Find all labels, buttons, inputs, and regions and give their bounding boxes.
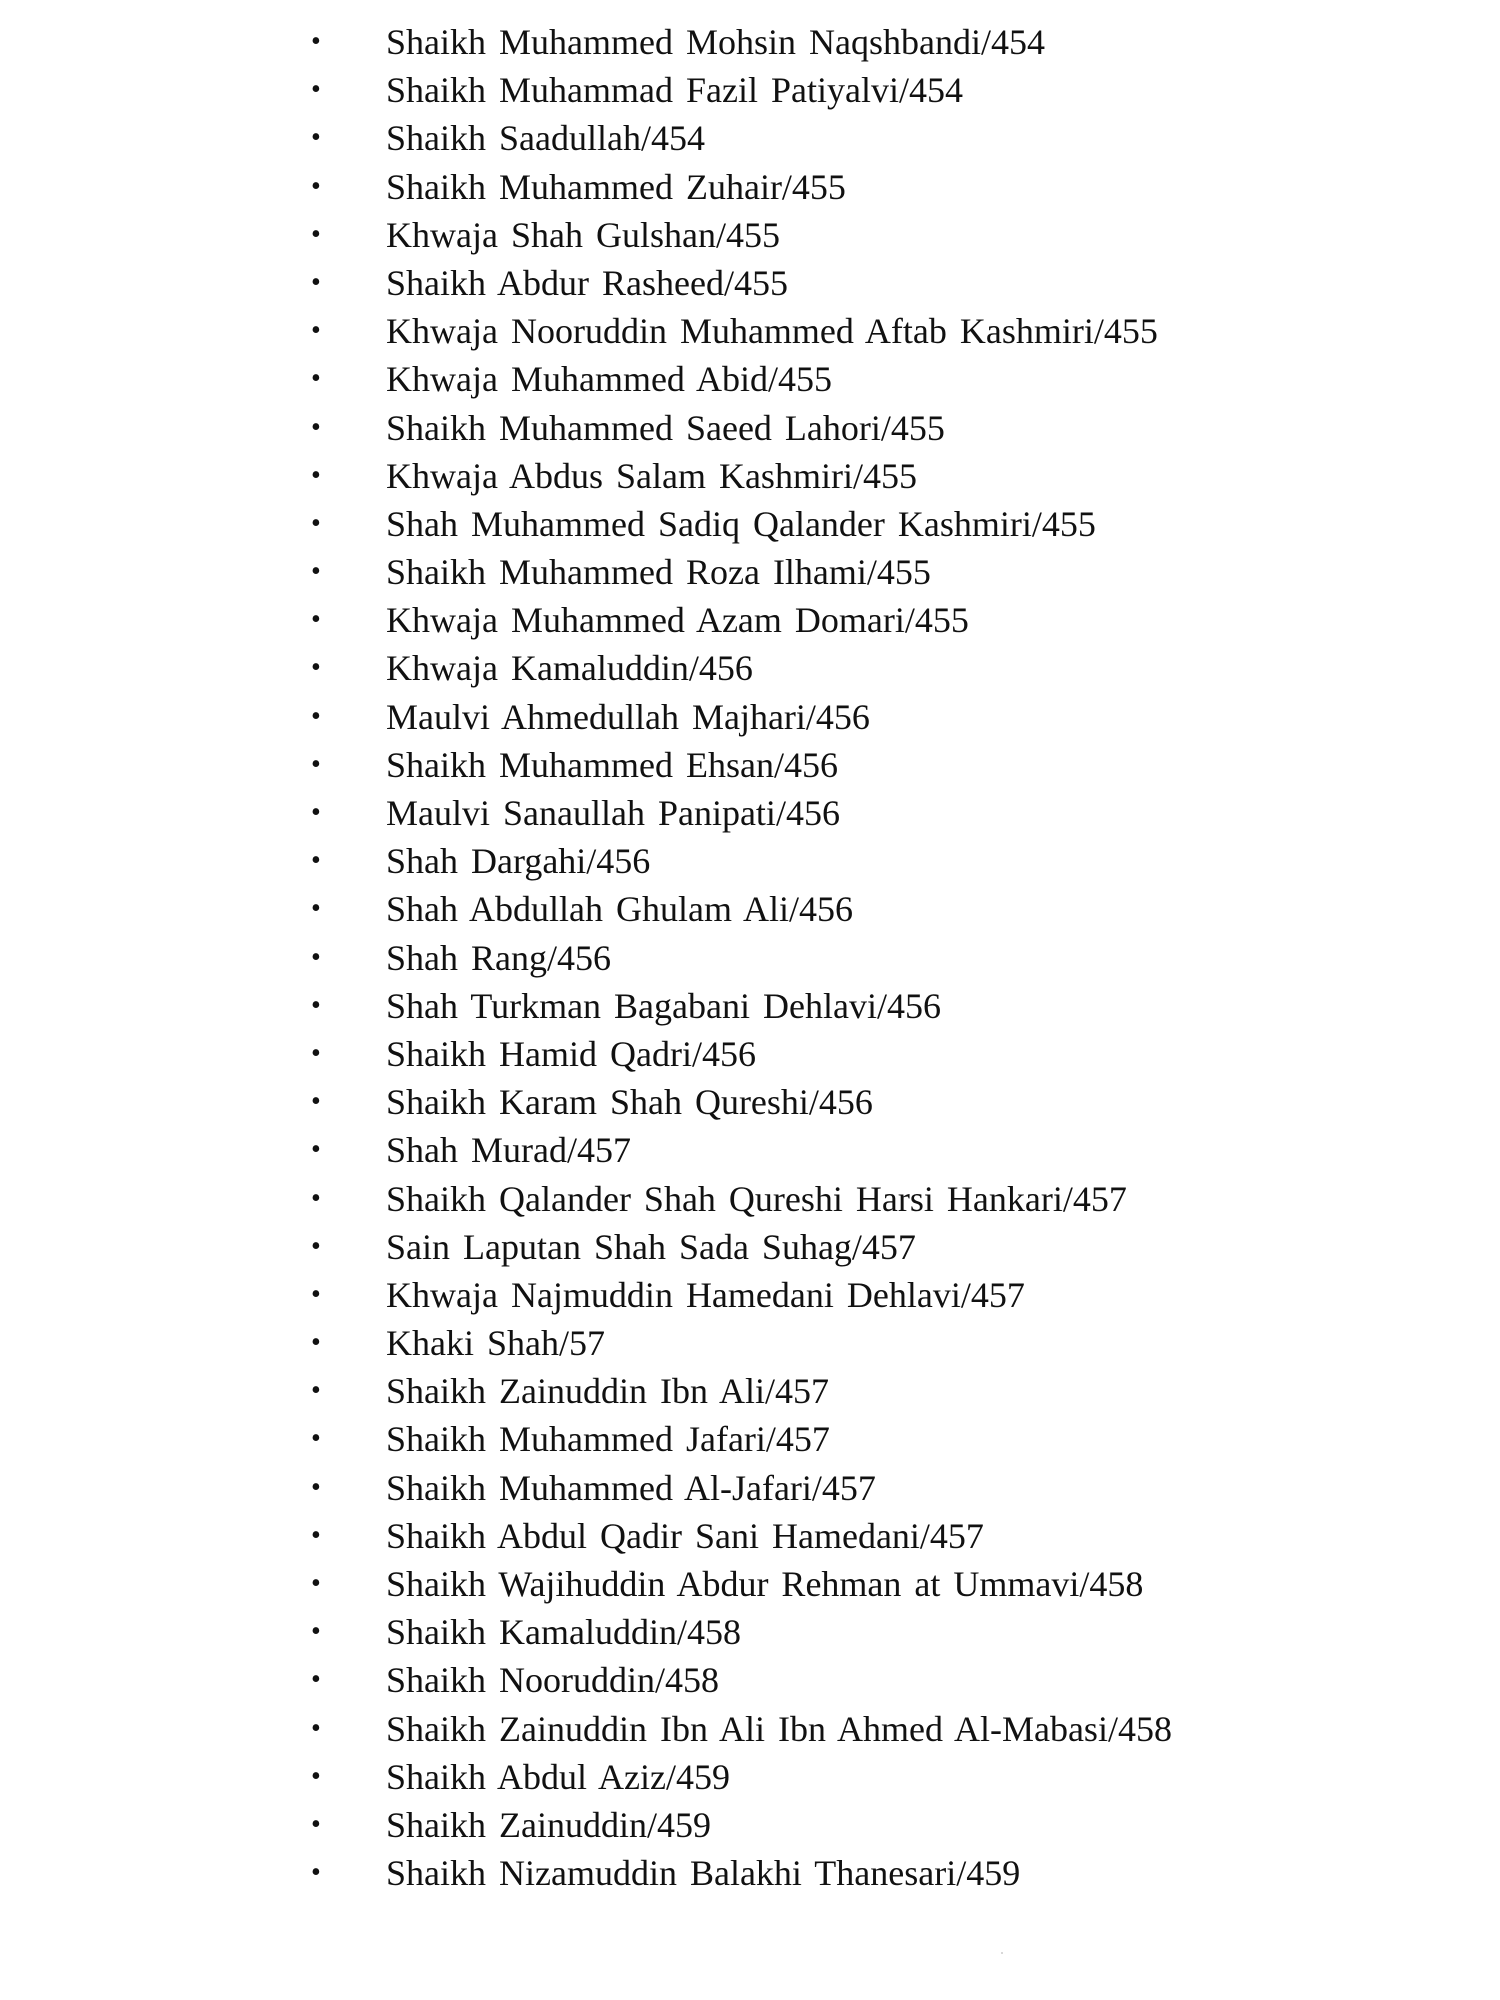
entry-text: Khwaja Muhammed Abid/455 xyxy=(386,359,832,400)
list-item xyxy=(300,114,1450,162)
entry-text: Maulvi Sanaullah Panipati/456 xyxy=(386,793,840,833)
bullet-icon: • xyxy=(311,218,321,250)
bullet-icon: • xyxy=(311,170,321,202)
list-item xyxy=(300,404,1450,452)
bullet-icon: • xyxy=(311,1182,321,1214)
entry-text: Shaikh Kamaluddin/458 xyxy=(386,1612,741,1653)
entry-text: Shaikh Saadullah/454 xyxy=(386,118,705,159)
bullet-icon: • xyxy=(311,556,321,588)
list-item xyxy=(300,1801,1450,1849)
list-item xyxy=(300,1175,1450,1223)
entry-text: Shaikh Zainuddin/459 xyxy=(386,1804,711,1845)
entry-text: Shaikh Muhammad Fazil Patiyalvi/454 xyxy=(386,70,963,111)
bullet-icon: • xyxy=(311,1230,321,1262)
list-item xyxy=(300,1849,1450,1897)
list-item xyxy=(300,693,1450,741)
bullet-icon: • xyxy=(311,1519,321,1551)
entry-text: Shaikh Muhammed Saeed Lahori/455 xyxy=(386,407,945,448)
bullet-icon: • xyxy=(311,1423,321,1455)
list-item xyxy=(300,163,1450,211)
bullet-icon: • xyxy=(311,122,321,154)
entry-text: Khwaja Kamaluddin/456 xyxy=(386,648,753,689)
entry-text: Shaikh Hamid Qadri/456 xyxy=(386,1033,756,1074)
list-item xyxy=(300,452,1450,500)
entry-text: Shah Rang/456 xyxy=(386,937,611,978)
bullet-icon: • xyxy=(311,1471,321,1503)
bullet-icon: • xyxy=(311,1712,321,1744)
entry-text: Khwaja Najmuddin Hamedani Dehlavi/457 xyxy=(386,1274,1025,1315)
list-item xyxy=(300,885,1450,933)
entry-text: Shaikh Muhammed Al-Jafari/457 xyxy=(386,1467,876,1508)
bullet-icon: • xyxy=(311,459,321,491)
list-item xyxy=(300,307,1450,355)
list-item xyxy=(300,741,1450,789)
entry-text: Shaikh Muhammed Roza Ilhami/455 xyxy=(386,552,931,593)
entry-list xyxy=(300,18,1450,1897)
bullet-icon: • xyxy=(311,748,321,780)
list-item xyxy=(300,1271,1450,1319)
bullet-icon: • xyxy=(311,507,321,539)
bullet-icon: • xyxy=(311,1375,321,1407)
bullet-icon: • xyxy=(311,74,321,106)
list-item xyxy=(300,1126,1450,1174)
bullet-icon: • xyxy=(311,1664,321,1696)
list-item xyxy=(300,1367,1450,1415)
scan-speck xyxy=(1001,1952,1003,1954)
list-item xyxy=(300,837,1450,885)
entry-text: Shaikh Muhammed Jafari/457 xyxy=(386,1419,830,1460)
list-item xyxy=(300,18,1450,66)
list-item xyxy=(300,211,1450,259)
entry-text: Khwaja Muhammed Azam Domari/455 xyxy=(386,600,969,641)
entry-text: Shaikh Muhammed Mohsin Naqshbandi/454 xyxy=(386,22,1045,62)
entry-text: Shaikh Zainuddin Ibn Ali/457 xyxy=(386,1371,829,1412)
bullet-icon: • xyxy=(311,604,321,636)
entry-text: Shah Muhammed Sadiq Qalander Kashmiri/455 xyxy=(386,503,1096,544)
bullet-icon: • xyxy=(311,1568,321,1599)
bullet-icon: • xyxy=(311,1760,321,1792)
list-item xyxy=(300,66,1450,114)
entry-text: Shah Murad/457 xyxy=(386,1130,631,1171)
bullet-icon: • xyxy=(311,1037,321,1069)
bullet-icon: • xyxy=(311,1857,321,1889)
bullet-icon: • xyxy=(311,266,321,298)
bullet-icon: • xyxy=(311,989,321,1021)
bullet-icon: • xyxy=(311,797,321,828)
entry-text: Shaikh Abdur Rasheed/455 xyxy=(386,262,788,303)
bullet-icon: • xyxy=(311,1134,321,1166)
list-item xyxy=(300,1319,1450,1367)
list-item xyxy=(300,259,1450,307)
entry-text: Shah Dargahi/456 xyxy=(386,841,651,882)
list-item xyxy=(300,644,1450,692)
list-item xyxy=(300,548,1450,596)
entry-text: Khwaja Nooruddin Muhammed Aftab Kashmiri/455 xyxy=(386,311,1158,352)
bullet-icon: • xyxy=(311,1086,321,1118)
list-item xyxy=(300,1560,1450,1608)
bullet-icon: • xyxy=(311,893,321,925)
bullet-icon: • xyxy=(311,411,321,443)
list-item xyxy=(300,500,1450,548)
entry-text: Shaikh Zainuddin Ibn Ali Ibn Ahmed Al-Mabasi/458 xyxy=(386,1708,1172,1749)
bullet-icon: • xyxy=(311,315,321,347)
bullet-icon: • xyxy=(311,363,321,395)
entry-text: Sain Laputan Shah Sada Suhag/457 xyxy=(386,1226,916,1267)
bullet-icon: • xyxy=(311,1808,321,1840)
entry-text: Shah Turkman Bagabani Dehlavi/456 xyxy=(386,985,941,1026)
list-item xyxy=(300,355,1450,403)
entry-text: Shaikh Abdul Qadir Sani Hamedani/457 xyxy=(386,1515,984,1556)
bullet-icon: • xyxy=(311,700,321,732)
bullet-icon: • xyxy=(311,1327,321,1359)
entry-text: Khwaja Shah Gulshan/455 xyxy=(386,214,780,255)
entry-text: Shaikh Qalander Shah Qureshi Harsi Hankari/457 xyxy=(386,1178,1127,1219)
entry-text: Maulvi Ahmedullah Majhari/456 xyxy=(386,696,870,737)
entry-text: Shaikh Karam Shah Qureshi/456 xyxy=(386,1082,873,1123)
entry-text: Khaki Shah/57 xyxy=(386,1323,605,1364)
list-item xyxy=(300,934,1450,982)
list-item xyxy=(300,789,1450,837)
entry-text: Shaikh Abdul Aziz/459 xyxy=(386,1756,730,1797)
list-item xyxy=(300,1705,1450,1753)
entry-text: Shaikh Muhammed Zuhair/455 xyxy=(386,166,846,207)
list-item xyxy=(300,1223,1450,1271)
entry-text: Shaikh Muhammed Ehsan/456 xyxy=(386,744,838,785)
list-item xyxy=(300,1415,1450,1463)
entry-text: Shaikh Wajihuddin Abdur Rehman at Ummavi/458 xyxy=(386,1564,1144,1604)
bullet-icon: • xyxy=(311,1278,321,1310)
list-item xyxy=(300,1464,1450,1512)
bullet-icon: • xyxy=(311,652,321,684)
bullet-icon: • xyxy=(311,26,321,57)
list-item xyxy=(300,1030,1450,1078)
bullet-icon: • xyxy=(311,941,321,973)
list-item xyxy=(300,982,1450,1030)
list-item xyxy=(300,1608,1450,1656)
entry-text: Shah Abdullah Ghulam Ali/456 xyxy=(386,889,853,930)
list-item xyxy=(300,1656,1450,1704)
list-item xyxy=(300,1753,1450,1801)
list-item xyxy=(300,596,1450,644)
entry-text: Khwaja Abdus Salam Kashmiri/455 xyxy=(386,455,917,496)
list-item xyxy=(300,1078,1450,1126)
bullet-icon: • xyxy=(311,1616,321,1648)
entry-text: Shaikh Nooruddin/458 xyxy=(386,1660,719,1701)
entry-text: Shaikh Nizamuddin Balakhi Thanesari/459 xyxy=(386,1853,1021,1894)
bullet-icon: • xyxy=(311,845,321,877)
list-item xyxy=(300,1512,1450,1560)
